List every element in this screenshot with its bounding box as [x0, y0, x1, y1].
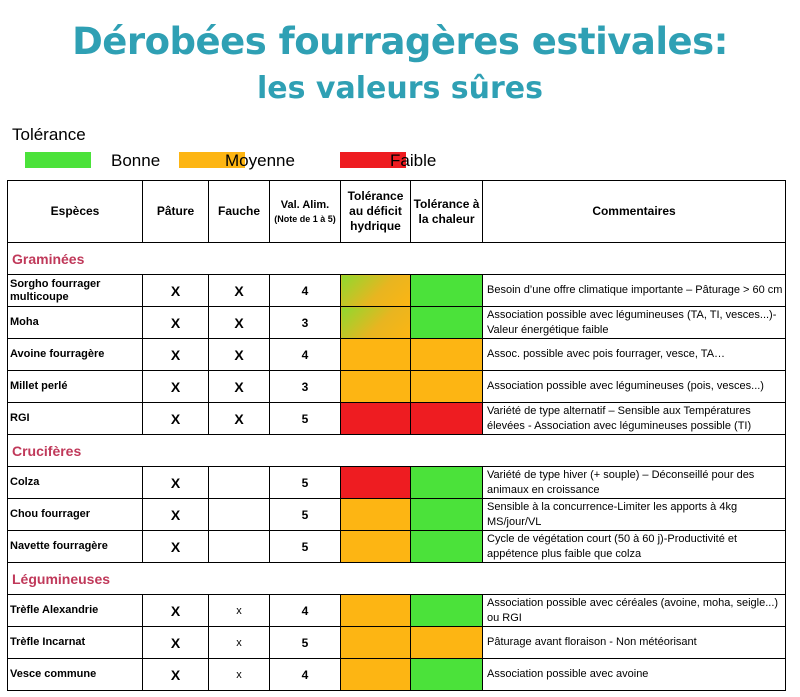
table-row	[8, 499, 786, 531]
species-cell: Colza	[8, 467, 143, 499]
deficit-tolerance-cell	[341, 659, 411, 691]
heat-tolerance-cell	[411, 403, 483, 435]
category-row	[8, 563, 786, 595]
heat-tolerance-cell	[411, 307, 483, 339]
fauche-cell	[209, 531, 270, 563]
species-cell: RGI	[8, 403, 143, 435]
forage-table	[7, 180, 786, 691]
fauche-cell: X	[209, 339, 270, 371]
val-alim-cell: 5	[270, 499, 341, 531]
deficit-tolerance-cell	[341, 275, 411, 307]
deficit-tolerance-cell	[341, 339, 411, 371]
fauche-cell: X	[209, 403, 270, 435]
fauche-cell: X	[209, 275, 270, 307]
val-alim-cell: 5	[270, 627, 341, 659]
header-comments: Commentaires	[483, 181, 786, 243]
species-cell: Sorgho fourrager multicoupe	[8, 275, 143, 307]
fauche-cell	[209, 499, 270, 531]
comment-cell: Assoc. possible avec pois fourrager, vesce, TA…	[483, 339, 786, 371]
comment-cell: Sensible à la concurrence-Limiter les apports à 4kg MS/jour/VL	[483, 499, 786, 531]
table-row	[8, 627, 786, 659]
legend-title: Tolérance	[12, 125, 86, 144]
table-row	[8, 595, 786, 627]
table-row	[8, 339, 786, 371]
val-alim-cell: 5	[270, 467, 341, 499]
heat-tolerance-cell	[411, 467, 483, 499]
header-val-note: (Note de 1 à 5)	[274, 213, 336, 224]
pature-cell: X	[143, 403, 209, 435]
heat-tolerance-cell	[411, 531, 483, 563]
fauche-cell: X	[209, 307, 270, 339]
pature-cell: X	[143, 275, 209, 307]
pature-cell: X	[143, 595, 209, 627]
fauche-cell: x	[209, 659, 270, 691]
comment-cell: Association possible avec légumineuses (pois, vesces...)	[483, 371, 786, 403]
pature-cell: X	[143, 627, 209, 659]
category-label: Crucifères	[8, 435, 786, 467]
val-alim-cell: 4	[270, 275, 341, 307]
table-body	[8, 243, 786, 691]
species-cell: Avoine fourragère	[8, 339, 143, 371]
val-alim-cell: 3	[270, 307, 341, 339]
heat-tolerance-cell	[411, 371, 483, 403]
page-subtitle: les valeurs sûres	[256, 71, 544, 106]
header-species: Espèces	[8, 181, 143, 243]
heat-tolerance-cell	[411, 275, 483, 307]
deficit-tolerance-cell	[341, 531, 411, 563]
header-chaleur: Tolérance à la chaleur	[411, 181, 483, 243]
comment-cell: Variété de type alternatif – Sensible aux Températures élevées - Association avec légumineuses possible (TI)	[483, 403, 786, 435]
category-label: Légumineuses	[8, 563, 786, 595]
legend-label-bonne: Bonne	[111, 151, 161, 170]
fauche-cell: X	[209, 371, 270, 403]
comment-cell: Variété de type hiver (+ souple) – Déconseillé pour des animaux en croissance	[483, 467, 786, 499]
species-cell: Vesce commune	[8, 659, 143, 691]
comment-cell: Association possible avec légumineuses (TA, TI, vesces...)- Valeur énergétique faible	[483, 307, 786, 339]
legend-swatch-bonne	[25, 152, 91, 168]
header-deficit: Tolérance au déficit hydrique	[341, 181, 411, 243]
deficit-tolerance-cell	[341, 499, 411, 531]
deficit-tolerance-cell	[341, 371, 411, 403]
legend-label-faible: Faible	[390, 151, 437, 170]
header-pature: Pâture	[143, 181, 209, 243]
comment-cell: Association possible avec avoine	[483, 659, 786, 691]
species-cell: Trèfle Alexandrie	[8, 595, 143, 627]
category-row	[8, 435, 786, 467]
table-row	[8, 403, 786, 435]
deficit-tolerance-cell	[341, 307, 411, 339]
legend-label-moyenne: Moyenne	[225, 151, 295, 170]
category-label: Graminées	[8, 243, 786, 275]
heat-tolerance-cell	[411, 595, 483, 627]
val-alim-cell: 4	[270, 595, 341, 627]
pature-cell: X	[143, 499, 209, 531]
pature-cell: X	[143, 307, 209, 339]
deficit-tolerance-cell	[341, 403, 411, 435]
table-row	[8, 659, 786, 691]
pature-cell: X	[143, 531, 209, 563]
val-alim-cell: 5	[270, 531, 341, 563]
species-cell: Chou fourrager	[8, 499, 143, 531]
header-val-label: Val. Alim.	[280, 198, 330, 211]
pature-cell: X	[143, 371, 209, 403]
val-alim-cell: 4	[270, 659, 341, 691]
pature-cell: X	[143, 659, 209, 691]
fauche-cell	[209, 467, 270, 499]
category-row	[8, 243, 786, 275]
header-fauche: Fauche	[209, 181, 270, 243]
val-alim-cell: 3	[270, 371, 341, 403]
table-row	[8, 275, 786, 307]
heat-tolerance-cell	[411, 627, 483, 659]
page-title: Dérobées fourragères estivales:	[72, 20, 728, 63]
table-row	[8, 467, 786, 499]
species-cell: Navette fourragère	[8, 531, 143, 563]
species-cell: Trèfle Incarnat	[8, 627, 143, 659]
table-row	[8, 307, 786, 339]
table-row	[8, 371, 786, 403]
fauche-cell: x	[209, 627, 270, 659]
comment-cell: Pâturage avant floraison - Non météorisant	[483, 627, 786, 659]
species-cell: Moha	[8, 307, 143, 339]
deficit-tolerance-cell	[341, 467, 411, 499]
val-alim-cell: 4	[270, 339, 341, 371]
val-alim-cell: 5	[270, 403, 341, 435]
species-cell: Millet perlé	[8, 371, 143, 403]
pature-cell: X	[143, 339, 209, 371]
fauche-cell: x	[209, 595, 270, 627]
comment-cell: Besoin d’une offre climatique importante – Pâturage > 60 cm	[483, 275, 786, 307]
heat-tolerance-cell	[411, 659, 483, 691]
comment-cell: Cycle de végétation court (50 à 60 j)-Productivité et appétence plus faible que colza	[483, 531, 786, 563]
table-row	[8, 531, 786, 563]
header-val-alim	[270, 181, 341, 243]
heat-tolerance-cell	[411, 499, 483, 531]
pature-cell: X	[143, 467, 209, 499]
comment-cell: Association possible avec céréales (avoine, moha, seigle...) ou RGI	[483, 595, 786, 627]
deficit-tolerance-cell	[341, 627, 411, 659]
heat-tolerance-cell	[411, 339, 483, 371]
deficit-tolerance-cell	[341, 595, 411, 627]
